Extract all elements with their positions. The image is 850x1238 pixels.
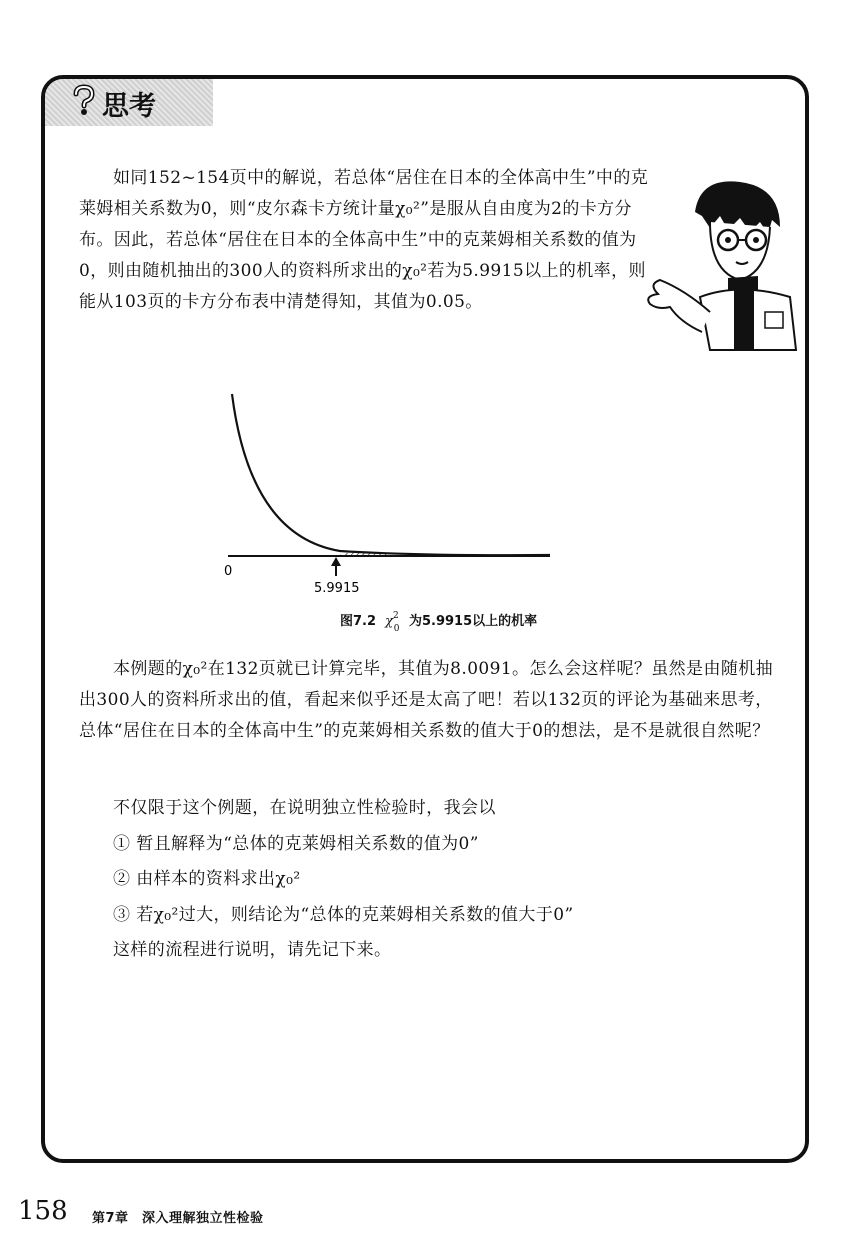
density-curve	[232, 394, 550, 555]
section-title: 思考	[102, 90, 156, 122]
figure-caption: 图7.2 $\chi^2_0$ 为5.9915以上的机率	[340, 610, 538, 634]
step-3: ③ 若χ₀²过大，则结论为“总体的克莱姆相关系数的值大于0”	[113, 905, 574, 925]
list-intro: 不仅限于这个例题，在说明独立性检验时，我会以	[113, 798, 496, 818]
marker-label: 5.9915	[314, 581, 360, 596]
question-icon	[70, 84, 98, 123]
closing-text: 这样的流程进行说明，请先记下来。	[113, 940, 392, 960]
chi-square-chart	[220, 386, 560, 596]
paragraph-intro: 如同152~154页中的解说，若总体“居住在日本的全体高中生”中的克莱姆相关系数为0，则“皮尔森卡方统计量χ₀²”是服从自由度为2的卡方分布。因此，若总体“居住在日本的全体高中生”中的克莱姆相关系数的值为0，则由随机抽出的300人的资料所求出的χ₀²若为5.9915以上的机率，则能从103页的卡方分布表中清楚得知，其值为0.05。	[79, 168, 649, 312]
paragraph-discussion: 本例题的χ₀²在132页就已计算完毕，其值为8.0091。怎么会这样呢？虽然是由随机抽出300人的资料所求出的值，看起来似乎还是太高了吧！若以132页的评论为基础来思考，总体“居住在日本的全体高中生”的克莱姆相关系数的值大于0的想法，是不是就很自然呢？	[79, 659, 774, 741]
step-2: ② 由样本的资料求出χ₀²	[113, 869, 301, 889]
page-number: 158	[18, 1196, 68, 1226]
character-illustration	[640, 172, 798, 352]
step-1: ① 暂且解释为“总体的克莱姆相关系数的值为0”	[113, 834, 479, 854]
x-zero-label: 0	[224, 564, 233, 579]
chapter-title: 第7章 深入理解独立性检验	[92, 1211, 264, 1226]
section-heading	[70, 86, 156, 120]
